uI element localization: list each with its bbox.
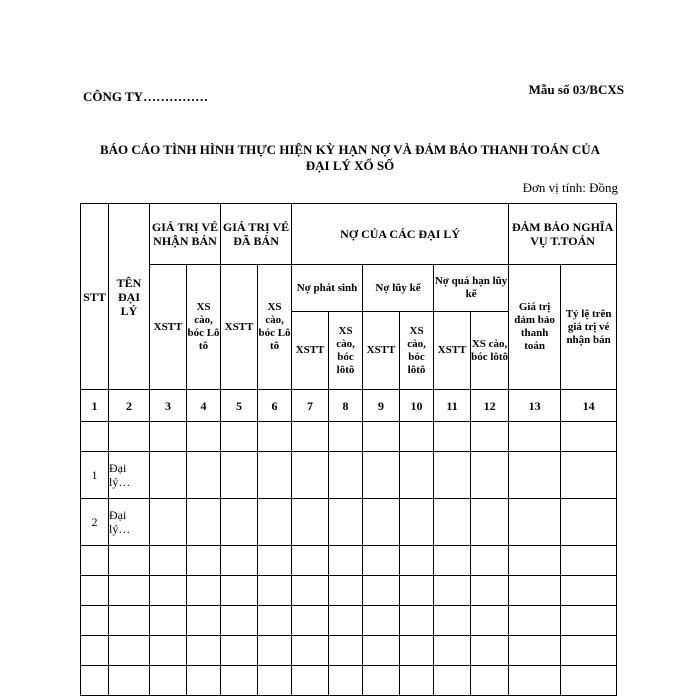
- table-cell: [221, 576, 258, 606]
- header-agent-debt: NỢ CỦA CÁC ĐẠI LÝ: [292, 204, 509, 265]
- row-agent-name: [109, 546, 150, 576]
- table-cell: [400, 499, 434, 546]
- table-cell: [187, 636, 221, 666]
- report-table: [80, 203, 617, 696]
- table-cell: [150, 546, 187, 576]
- table-row: [81, 422, 617, 452]
- table-cell: [292, 499, 329, 546]
- table-cell: [561, 452, 617, 499]
- table-cell: [561, 666, 617, 696]
- table-cell: [258, 636, 292, 666]
- table-cell: [509, 666, 561, 696]
- table-row: [81, 636, 617, 666]
- table-cell: [150, 666, 187, 696]
- row-stt: [81, 636, 109, 666]
- table-cell: [150, 606, 187, 636]
- header-xs-scratch: XS cào, bóc Lô tô: [187, 265, 221, 390]
- column-number: 5: [221, 390, 258, 422]
- row-agent-name: Đại lý…: [109, 499, 150, 546]
- table-cell: [471, 666, 509, 696]
- table-cell: [258, 452, 292, 499]
- table-cell: [434, 452, 471, 499]
- table-cell: [363, 636, 400, 666]
- table-cell: [400, 546, 434, 576]
- table-cell: [471, 452, 509, 499]
- row-stt: [81, 576, 109, 606]
- table-row: [81, 606, 617, 636]
- table-cell: [187, 546, 221, 576]
- table-cell: [292, 452, 329, 499]
- table-cell: [258, 606, 292, 636]
- table-cell: [471, 546, 509, 576]
- table-cell: [434, 546, 471, 576]
- table-cell: [363, 452, 400, 499]
- table-cell: [292, 422, 329, 452]
- table-cell: [509, 546, 561, 576]
- table-cell: [400, 576, 434, 606]
- table-cell: [509, 499, 561, 546]
- table-cell: [561, 606, 617, 636]
- table-cell: [471, 499, 509, 546]
- table-cell: [258, 422, 292, 452]
- row-stt: [81, 422, 109, 452]
- table-cell: [434, 422, 471, 452]
- header-payment-guarantee: ĐẢM BẢO NGHĨA VỤ T.TOÁN: [509, 204, 617, 265]
- table-cell: [329, 422, 363, 452]
- table-cell: [329, 546, 363, 576]
- header-received-value: GIÁ TRỊ VÉ NHẬN BÁN: [150, 204, 221, 265]
- table-cell: [292, 546, 329, 576]
- header-agent-name: TÊN ĐẠI LÝ: [109, 204, 150, 390]
- row-agent-name: [109, 666, 150, 696]
- header-xstt: XSTT: [221, 265, 258, 390]
- header-debt-overdue: Nợ quá hạn lũy kế: [434, 265, 509, 312]
- table-cell: [400, 452, 434, 499]
- table-cell: [187, 666, 221, 696]
- column-number: 8: [329, 390, 363, 422]
- table-cell: [561, 636, 617, 666]
- table-row: [81, 666, 617, 696]
- header-xstt: XSTT: [363, 312, 400, 390]
- row-stt: [81, 546, 109, 576]
- table-cell: [187, 452, 221, 499]
- table-cell: [471, 422, 509, 452]
- table-cell: [400, 666, 434, 696]
- table-cell: [561, 546, 617, 576]
- table-row: [81, 546, 617, 576]
- table-cell: [221, 666, 258, 696]
- table-cell: [363, 606, 400, 636]
- table-cell: [363, 422, 400, 452]
- table-cell: [221, 636, 258, 666]
- table-cell: [434, 606, 471, 636]
- header-debt-cumulative: Nợ lũy kế: [363, 265, 434, 312]
- table-cell: [187, 576, 221, 606]
- table-cell: [434, 576, 471, 606]
- header-xstt: XSTT: [292, 312, 329, 390]
- table-cell: [150, 499, 187, 546]
- table-cell: [150, 636, 187, 666]
- table-cell: [258, 666, 292, 696]
- column-number: 13: [509, 390, 561, 422]
- table-cell: [187, 422, 221, 452]
- report-title: [60, 142, 640, 174]
- table-cell: [471, 576, 509, 606]
- table-cell: [434, 499, 471, 546]
- unit-label: Đơn vị tính: Đồng: [522, 180, 618, 195]
- header-xs-scratch: XS cào, bóc lôtô: [329, 312, 363, 390]
- column-number: 12: [471, 390, 509, 422]
- table-cell: [509, 422, 561, 452]
- column-number: 10: [400, 390, 434, 422]
- table-cell: [400, 422, 434, 452]
- column-number: 4: [187, 390, 221, 422]
- table-cell: [471, 606, 509, 636]
- header-xs-scratch: XS cào, bóc Lô tô: [258, 265, 292, 390]
- table-cell: [150, 452, 187, 499]
- header-stt: STT: [81, 204, 109, 390]
- table-cell: [363, 576, 400, 606]
- table-cell: [509, 452, 561, 499]
- table-cell: [434, 636, 471, 666]
- header-guarantee-ratio: Tỷ lệ trên giá trị vé nhận bán: [561, 265, 617, 390]
- company-name: CÔNG TY……………: [83, 89, 209, 104]
- table-cell: [221, 499, 258, 546]
- report-title-line1: BÁO CÁO TÌNH HÌNH THỰC HIỆN KỲ HẠN NỢ VÀ ĐẢM BẢO THANH TOÁN CỦA: [99, 142, 601, 157]
- table-cell: [221, 422, 258, 452]
- table-cell: [258, 499, 292, 546]
- table-cell: [221, 606, 258, 636]
- table-cell: [292, 576, 329, 606]
- header-xs-scratch: XS cào, bóc lôtô: [471, 312, 509, 390]
- table-row: [81, 576, 617, 606]
- table-cell: [329, 666, 363, 696]
- table-cell: [258, 576, 292, 606]
- row-agent-name: [109, 422, 150, 452]
- row-agent-name: [109, 576, 150, 606]
- column-number: 3: [150, 390, 187, 422]
- table-cell: [329, 636, 363, 666]
- table-cell: [363, 499, 400, 546]
- table-cell: [292, 636, 329, 666]
- column-number: 7: [292, 390, 329, 422]
- table-cell: [221, 452, 258, 499]
- header-xs-scratch: XS cào, bóc lôtô: [400, 312, 434, 390]
- table-cell: [509, 636, 561, 666]
- row-agent-name: [109, 606, 150, 636]
- table-cell: [363, 546, 400, 576]
- table-cell: [363, 666, 400, 696]
- table-cell: [561, 422, 617, 452]
- column-number-row: [81, 390, 617, 422]
- table-cell: [561, 499, 617, 546]
- table-cell: [187, 499, 221, 546]
- header-guarantee-value: Giá trị đảm bảo thanh toán: [509, 265, 561, 390]
- row-stt: [81, 606, 109, 636]
- header-xstt: XSTT: [434, 312, 471, 390]
- table-row: [81, 499, 617, 546]
- row-agent-name: [109, 636, 150, 666]
- header-sold-value: GIÁ TRỊ VÉ ĐÃ BÁN: [221, 204, 292, 265]
- table-cell: [221, 546, 258, 576]
- column-number: 6: [258, 390, 292, 422]
- row-stt: [81, 666, 109, 696]
- table-cell: [329, 576, 363, 606]
- report-title-line2: ĐẠI LÝ XỔ SỐ: [305, 158, 395, 173]
- table-cell: [292, 666, 329, 696]
- column-number: 9: [363, 390, 400, 422]
- table-cell: [187, 606, 221, 636]
- column-number: 11: [434, 390, 471, 422]
- table-row: [81, 452, 617, 499]
- row-agent-name: Đại lý…: [109, 452, 150, 499]
- table-cell: [509, 606, 561, 636]
- table-cell: [471, 636, 509, 666]
- table-cell: [292, 606, 329, 636]
- table-cell: [150, 576, 187, 606]
- table-cell: [434, 666, 471, 696]
- table-cell: [561, 576, 617, 606]
- table-body: [81, 422, 617, 696]
- table-cell: [258, 546, 292, 576]
- table-cell: [329, 499, 363, 546]
- row-stt: 2: [81, 499, 109, 546]
- row-stt: 1: [81, 452, 109, 499]
- table-cell: [400, 636, 434, 666]
- column-number: 2: [109, 390, 150, 422]
- header-debt-arising: Nợ phát sinh: [292, 265, 363, 312]
- table-cell: [329, 606, 363, 636]
- table-cell: [150, 422, 187, 452]
- table-cell: [329, 452, 363, 499]
- form-number: Mẫu số 03/BCXS: [528, 82, 624, 97]
- table-cell: [509, 576, 561, 606]
- table-cell: [400, 606, 434, 636]
- header-xstt: XSTT: [150, 265, 187, 390]
- column-number: 1: [81, 390, 109, 422]
- column-number: 14: [561, 390, 617, 422]
